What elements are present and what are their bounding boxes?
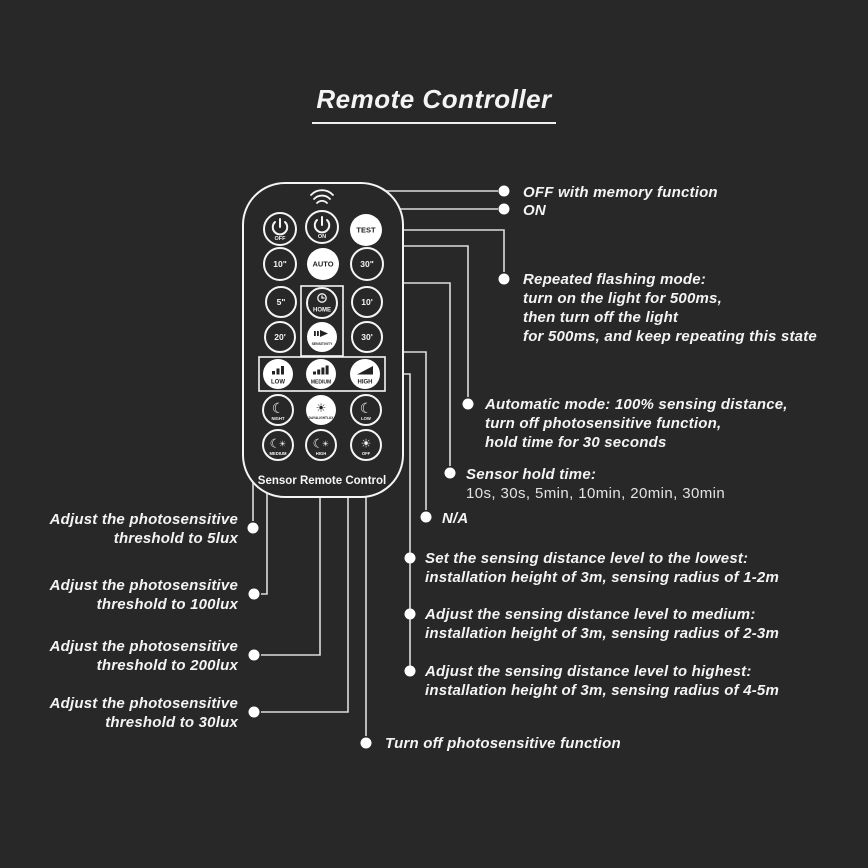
button-distance-medium-label: MEDIUM [310,379,332,386]
callout-threshold-200lux: Adjust the photosensitive threshold to 200lux [49,638,238,674]
button-lux-high-label: HIGH [315,451,327,456]
callout-dot [405,609,416,620]
button-distance-medium[interactable] [306,359,336,389]
button-lux-low-label: LOW [361,416,371,421]
button-home-label: HOME [313,307,331,314]
button-on-label: ON [317,234,327,240]
button-lux-off-label: OFF [361,451,371,456]
callout-dot [463,399,474,410]
button-distance-low[interactable] [263,359,293,389]
callout-dot [249,589,260,600]
callout-dot [249,650,260,661]
button-night-label: NIGHT [271,416,285,421]
moon-sun-icon [270,437,286,451]
svg-text:☀: ☀ [321,439,330,449]
callout-automatic-mode: Automatic mode: 100% sensing distance, turn off photosensitive function, hold time for 30 seconds [485,396,788,451]
callout-threshold-100lux: Adjust the photosensitive threshold to 100lux [49,577,238,613]
button-test[interactable] [350,214,382,246]
button-distance-low-label: LOW [271,379,285,386]
button-10m-label: 10' [361,297,373,307]
callout-dot [445,468,456,479]
callout-off-memory: OFF with memory function [523,184,718,201]
button-30s-label: 30" [360,259,374,269]
sun-icon: ☀ [360,436,372,451]
callout-dot [499,274,510,285]
button-20m-label: 20' [274,332,286,342]
page-title-text: Remote Controller [312,84,555,124]
button-daylight-lux[interactable] [306,395,336,425]
button-30m-label: 30' [361,332,373,342]
button-10s-label: 10" [273,259,287,269]
callout-dot [421,512,432,523]
callout-dot [361,738,372,749]
moon-sun-icon [313,437,329,451]
button-5s-label: 5" [276,297,286,307]
svg-text:☾: ☾ [312,436,324,451]
callout-na: N/A [442,510,469,527]
callout-dot [405,553,416,564]
button-test-label: TEST [356,225,376,235]
callout-distance-medium: Adjust the sensing distance level to medium: installation height of 3m, sensing radius of 2-3m [425,606,780,642]
button-sensitivity[interactable] [307,322,337,352]
moon-icon: ☾ [271,400,285,416]
sun-icon: ☀ [315,401,327,415]
callout-dot [249,707,260,718]
button-daylight-lux-label: DAY&LIGHTLUX [308,416,334,420]
callout-dot [248,523,259,534]
button-off-label: OFF [274,236,286,242]
button-sensitivity-label: SENSITIVITY [311,342,333,346]
callout-sensor-hold-time: Sensor hold time: 10s, 30s, 5min, 10min, 20min, 30min [466,466,726,502]
button-auto-label: AUTO [312,259,334,269]
callout-dot [405,666,416,677]
callout-distance-lowest: Set the sensing distance level to the lowest: installation height of 3m, sensing radius of 1-2m [425,550,780,586]
button-lux-medium-label: MEDIUM [269,451,287,456]
callout-dot [499,186,510,197]
button-auto[interactable] [307,248,339,280]
button-distance-high[interactable] [350,359,380,389]
svg-text:☀: ☀ [278,439,287,449]
callout-repeated-flashing: Repeated flashing mode: turn on the light for 500ms, then turn off the light for 500ms, and keep repeating this state [523,271,817,345]
callout-threshold-30lux: Adjust the photosensitive threshold to 30lux [49,695,238,731]
button-distance-high-label: HIGH [357,379,373,386]
remote-footer-label: Sensor Remote Control [257,475,387,487]
callout-on: ON [523,202,546,219]
callout-dot [499,204,510,215]
callout-photosensitive-off: Turn off photosensitive function [385,735,621,752]
moon-icon: ☾ [359,400,373,416]
callout-distance-highest: Adjust the sensing distance level to highest: installation height of 3m, sensing radius of 4-5m [425,663,780,699]
callout-threshold-5lux: Adjust the photosensitive threshold to 5lux [49,511,238,547]
svg-text:☾: ☾ [269,436,281,451]
